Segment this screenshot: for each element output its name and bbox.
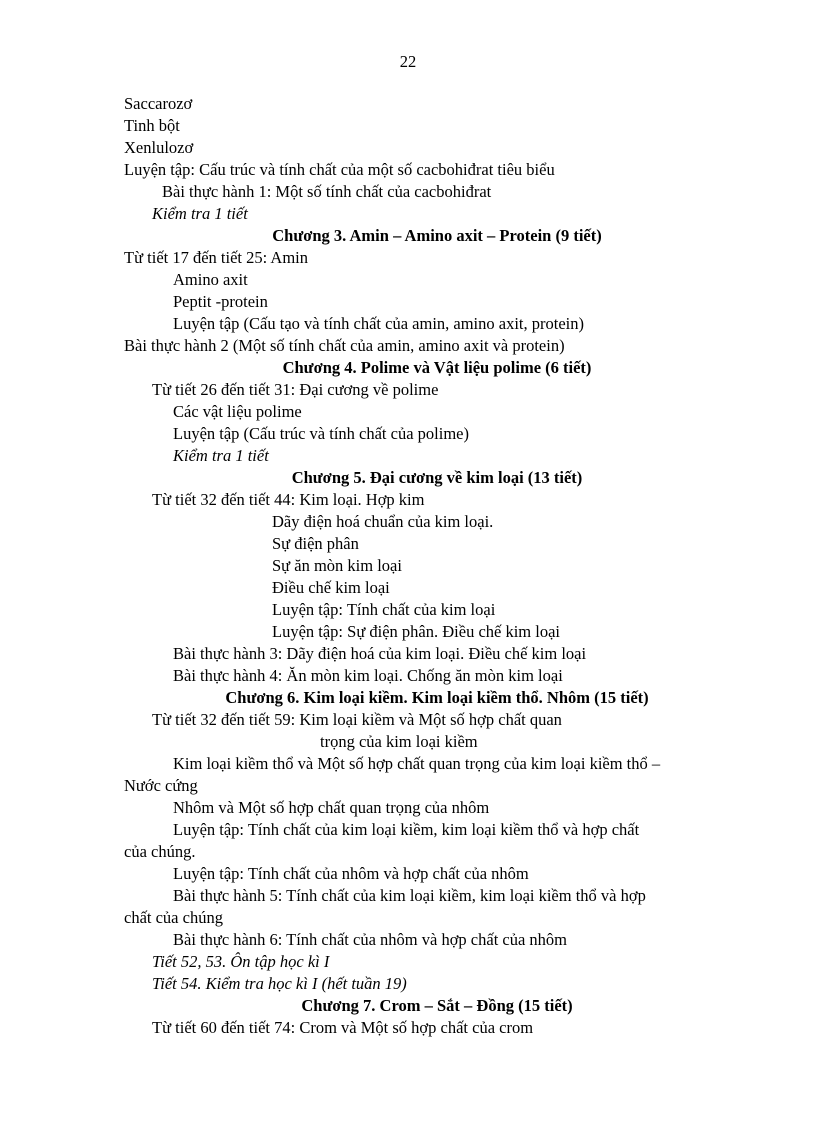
text-line: Xenlulozơ [124,138,194,157]
text-line: Kim loại kiềm thổ và Một số hợp chất quan trọng của kim loại kiềm thổ – [173,754,661,773]
chapter-heading: Chương 3. Amin – Amino axit – Protein (9 tiết) [272,226,602,245]
text-line: Luyện tập: Sự điện phân. Điều chế kim loại [272,622,561,641]
text-line: của chúng. [124,842,196,861]
text-line: Luyện tập: Tính chất của kim loại kiềm, kim loại kiềm thổ và hợp chất [173,820,640,839]
text-line: Amino axit [173,270,248,289]
text-line: Peptit -protein [173,292,268,311]
text-line: Nước cứng [124,776,198,795]
text-line: Saccarozơ [124,94,193,113]
chapter-heading: Chương 7. Crom – Sắt – Đồng (15 tiết) [301,996,573,1015]
chapter-heading: Chương 5. Đại cương về kim loại (13 tiết) [291,468,583,487]
text-line: Từ tiết 32 đến tiết 59: Kim loại kiềm và Một số hợp chất quan [152,710,562,729]
text-line: Tinh bột [124,116,180,135]
text-line: chất của chúng [124,908,223,927]
text-line: Các vật liệu polime [173,402,302,421]
text-line: Bài thực hành 5: Tính chất của kim loại kiềm, kim loại kiềm thổ và hợp [173,886,646,905]
text-line: Điều chế kim loại [272,578,390,597]
text-line: Luyện tập: Tính chất của nhôm và hợp chất của nhôm [173,864,529,883]
text-line: Tiết 52, 53. Ôn tập học kì I [152,952,330,971]
text-line: Luyện tập: Tính chất của kim loại [272,600,496,619]
chapter-heading: Chương 6. Kim loại kiềm. Kim loại kiềm thổ. Nhôm (15 tiết) [225,688,649,707]
text-line: Nhôm và Một số hợp chất quan trọng của nhôm [173,798,490,817]
text-line: Kiểm tra 1 tiết [152,204,248,223]
text-line: Luyện tập: Cấu trúc và tính chất của một số cacbohiđrat tiêu biểu [124,160,555,179]
text-line: Sự điện phân [272,534,359,553]
text-line: Dãy điện hoá chuẩn của kim loại. [272,512,494,531]
text-line: Luyện tập (Cấu trúc và tính chất của polime) [173,424,469,443]
text-line: Kiểm tra 1 tiết [173,446,269,465]
chapter-heading: Chương 4. Polime và Vật liệu polime (6 tiết) [282,358,592,377]
text-line: Bài thực hành 1: Một số tính chất của cacbohiđrat [162,182,492,201]
text-line: Sự ăn mòn kim loại [272,556,402,575]
text-line: Bài thực hành 4: Ăn mòn kim loại. Chống ăn mòn kim loại [173,666,563,685]
text-line: Tiết 54. Kiểm tra học kì I (hết tuần 19) [152,974,407,993]
text-line: Bài thực hành 2 (Một số tính chất của amin, amino axit và protein) [124,336,565,355]
text-line: Từ tiết 32 đến tiết 44: Kim loại. Hợp kim [152,490,425,509]
text-line: Luyện tập (Cấu tạo và tính chất của amin, amino axit, protein) [173,314,584,333]
text-line: Từ tiết 60 đến tiết 74: Crom và Một số hợp chất của crom [152,1018,534,1037]
text-line: trọng của kim loại kiềm [320,732,478,751]
page-number: 22 [399,52,417,71]
text-line: Từ tiết 17 đến tiết 25: Amin [124,248,309,267]
text-line: Bài thực hành 3: Dãy điện hoá của kim loại. Điều chế kim loại [173,644,587,663]
text-line: Từ tiết 26 đến tiết 31: Đại cương về polime [152,380,439,399]
text-line: Bài thực hành 6: Tính chất của nhôm và hợp chất của nhôm [173,930,568,949]
